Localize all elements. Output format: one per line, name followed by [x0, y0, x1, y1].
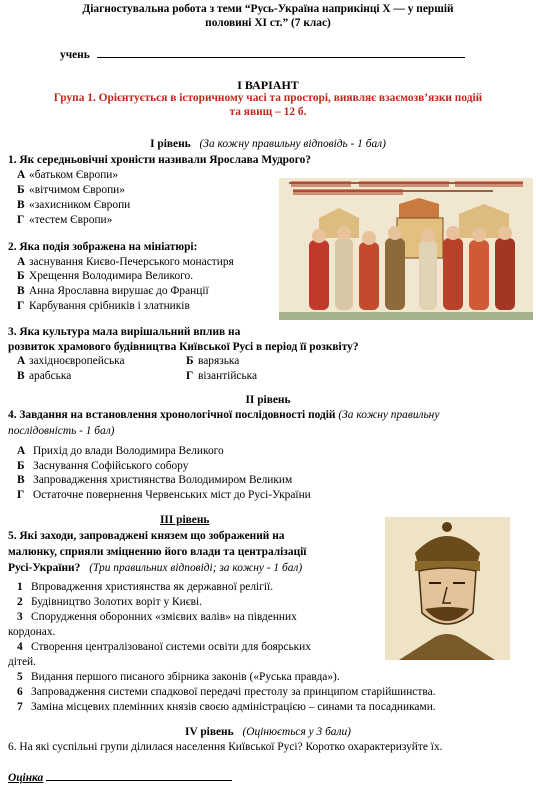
q1-answer-a: А «батьком Європи» [17, 169, 119, 181]
q2-answer-d: Г Карбування срібників і златників [17, 300, 190, 312]
level1-title: І рівень [150, 138, 191, 150]
document-title-line1: Діагностувальна робота з теми “Русь-Україна наприкінці Х — у першій [82, 3, 454, 15]
q2-answer-a: А заснування Києво-Печерського монастиря [17, 256, 234, 268]
student-name-line[interactable] [97, 46, 465, 58]
level2-title: ІІ рівень [245, 394, 291, 406]
variant-title: І ВАРІАНТ [237, 78, 299, 92]
student-name-row [60, 46, 470, 63]
group-title-line1: Група 1. Орієнтується в історичному часі та просторі, виявляє взаємозв’язки подій [53, 92, 483, 104]
q5-item-6: 6 Запровадження системи спадкової передачі престолу за принципом старійшинства. [17, 686, 436, 698]
level4-title: IV рівень [185, 726, 234, 738]
question-5-line2: малюнку, сприяли зміцненню його влади та централізації [8, 546, 307, 558]
q5-item-2: 2 Будівництво Золотих воріт у Києві. [17, 596, 202, 608]
q5-item-3-cont: кордонах. [8, 626, 56, 638]
document-title-line2: половині ХІ ст.” (7 клас) [205, 16, 331, 29]
q2-answer-c: В Анна Ярославна вирушає до Франції [17, 285, 209, 297]
level4-note: (Оцінюється у 3 бали) [242, 726, 351, 738]
q5-item-1: 1 Впровадження християнства як державної релігії. [17, 581, 274, 593]
q5-item-5: 5 Видання першого писаного збірника законів («Руська правда»). [17, 671, 340, 683]
question-2: 2. Яка подія зображена на мініатюрі: [8, 241, 198, 253]
question-3-line2: розвиток храмового будівництва Київської Русі в період її розквіту? [8, 341, 359, 353]
question-6: 6. На які суспільні групи ділилася населення Київської Русі? Коротко охарактеризуйте їх. [8, 741, 443, 753]
student-label: учень [60, 49, 90, 61]
q4-item-b: Б Заснування Софійського собору [17, 460, 189, 472]
q4-item-c: В Запровадження християнства Володимиром Великим [17, 474, 293, 486]
q5-item-4-cont: дітей. [8, 656, 36, 668]
level3-title: ІІІ рівень [160, 514, 210, 526]
q3-answer-b: Б варязька [186, 355, 240, 367]
question-3-line1: 3. Яка культура мала вирішальний вплив на [8, 326, 241, 338]
q1-answer-d: Г «тестем Європи» [17, 214, 113, 226]
chronicle-miniature-image [279, 178, 533, 320]
q4-item-d: Г Остаточне повернення Червенських міст до Русі-України [17, 489, 311, 501]
grade-label: Оцінка [8, 772, 44, 784]
group-title-line2: та явищ – 12 б. [229, 105, 307, 118]
q5-item-7: 7 Заміна місцевих племінних князів своєю адміністрацією – синами та посадниками. [17, 701, 436, 713]
q3-answer-c: В арабська [17, 370, 72, 382]
grade-row [8, 769, 232, 786]
question-4: 4. Завдання на встановлення хронологічної послідовності подій (За кожну правильну [8, 409, 440, 421]
q1-answer-b: Б «вітчимом Європи» [17, 184, 125, 196]
q2-answer-b: Б Хрещення Володимира Великого. [17, 270, 194, 282]
prince-portrait-image [385, 517, 510, 660]
question-4-note: послідовність - 1 бал) [8, 425, 115, 437]
q3-answer-d: Г візантійська [186, 370, 258, 382]
question-1: 1. Як середньовічні хроністи називали Ярослава Мудрого? [8, 154, 311, 166]
question-5-line3: Русі-України? (Три правильних відповіді; за кожну - 1 бал) [8, 562, 303, 574]
grade-line[interactable] [46, 769, 232, 781]
question-5-line1: 5. Які заходи, запроваджені князем що зображений на [8, 530, 285, 542]
q3-answer-a: А західноєвропейська [17, 355, 125, 367]
q1-answer-c: В «захисником Європи [17, 199, 131, 211]
level1-note: (За кожну правильну відповідь - 1 бал) [199, 138, 386, 150]
q4-item-a: А Прихід до влади Володимира Великого [17, 445, 224, 457]
q5-item-3: 3 Спорудження оборонних «змієвих валів» на південних [17, 611, 297, 623]
q5-item-4: 4 Створення централізованої системи освіти для боярських [17, 641, 311, 653]
